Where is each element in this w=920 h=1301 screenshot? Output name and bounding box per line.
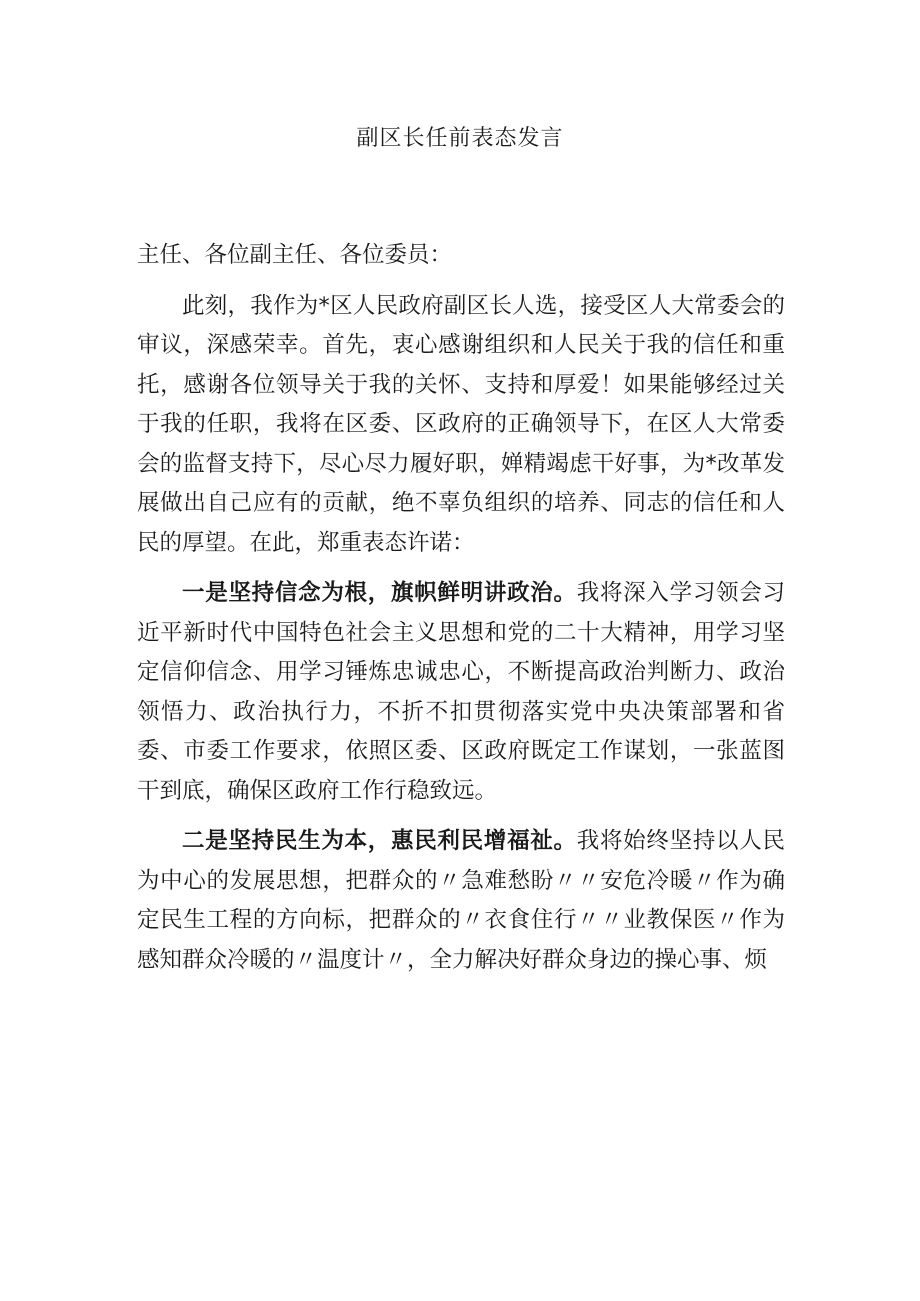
document-body (137, 236, 785, 991)
point-heading: 一是坚持信念为根，旗帜鲜明讲政治。 (182, 580, 577, 606)
salutation: 主任、各位副主任、各位委员： (137, 242, 453, 268)
point-text: 我将始终坚持以人民为中心的发展思想，把群众的〃急难愁盼〃〃安危冷暖〃作为确定民生工程的方向标，把群众的〃衣食住行〃〃业教保医〃作为感知群众冷暖的〃温度计〃，全力解决好群众身边的操心事、烦 (137, 828, 785, 973)
point-paragraph-1 (137, 574, 785, 811)
document-title: 副区长任前表态发言 (356, 126, 564, 151)
intro-paragraph: 此刻，我作为*区人民政府副区长人选，接受区人大常委会的审议，深感荣幸。首先，衷心感谢组织和人民关于我的信任和重托，感谢各位领导关于我的关怀、支持和厚爱！如果能够经过关于我的任职，我将在区委、区政府的正确领导下，在区人大常委会的监督支持下，尽心尽力履好职，婵精竭虑干好事，为*改革发展做出自己应有的贡献，绝不辜负组织的培养、同志的信任和人民的厚望。在此，郑重表态许诺： (137, 292, 785, 556)
point-paragraph-2 (137, 822, 785, 980)
point-text: 我将深入学习领会习近平新时代中国特色社会主义思想和党的二十大精神，用学习坚定信仰信念、用学习锤炼忠诚忠心，不断提高政治判断力、政治领悟力、政治执行力，不折不扣贯彻落实党中央决策部署和省委、市委工作要求，依照区委、区政府既定工作谋划，一张蓝图干到底，确保区政府工作行稳致远。 (137, 580, 785, 804)
point-heading: 二是坚持民生为本，惠民利民增福祉。 (182, 828, 577, 854)
